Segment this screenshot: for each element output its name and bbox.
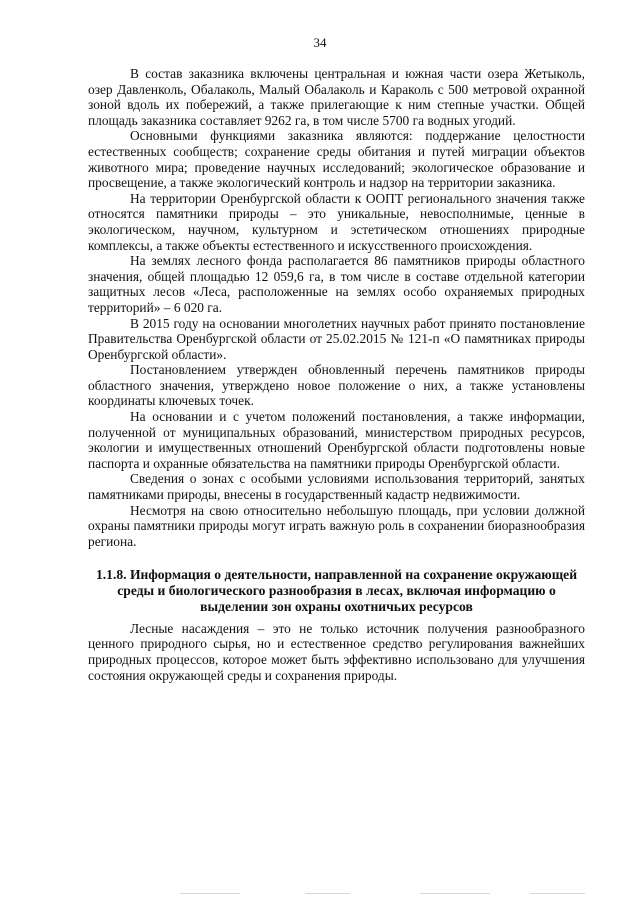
page-number: 34 — [313, 35, 327, 50]
scan-mark — [420, 893, 490, 894]
scan-mark — [530, 893, 585, 894]
paragraph-new-passports: На основании и с учетом положений постановления, а также информации, полученной от муниципальных образований, министерством природных ресурсов, экологии и имущественных отношений Оренбургской области подготовлены новые паспорта и охранные обязательства на памятники природы Оренбургской области. — [88, 409, 585, 471]
paragraph-reserve-functions: Основными функциями заказника являются: поддержание целостности естественных сообществ; сохранение среды обитания и путей миграции объектов животного мира; проведение научных исследований; экологическое образование и просвещение, а также экологический контроль и надзор на территории заказника. — [88, 128, 585, 191]
paragraph-cadastre-info: Сведения о зонах с особыми условиями использования территорий, занятых памятниками природы, внесены в государственный кадастр недвижимости. — [88, 471, 585, 503]
paragraph-forest-plantations: Лесные насаждения – это не только источник получения разнообразного ценного природного сырья, но и естественное средство регулирования важнейших природных процессов, которое может быть эффективно использовано для улучшения состояния окружающей среды и сохранения природы. — [88, 620, 585, 683]
paragraph-forest-fund-monuments: На землях лесного фонда располагается 86 памятников природы областного значения, общей площадью 12 059,6 га, в том числе в составе отдельной категории защитных лесов «Леса, расположенные на землях особо охраняемых природных территорий» – 6 020 га. — [88, 253, 585, 315]
body-text — [88, 66, 585, 683]
paragraph-reserve-composition: В состав заказника включены центральная и южная части озера Жетыколь, озер Давленколь, Обалаколь, Малый Обалаколь и Караколь с 500 метровой охранной зоной вдоль их побережий, а также прилегающие к ним степные участки. Общей площадь заказника составляет 9262 га, в том числе 5700 га водных угодий. — [88, 66, 585, 128]
scan-mark — [180, 893, 240, 894]
paragraph-biodiversity-role: Несмотря на свою относительно небольшую площадь, при условии должной охраны памятники природы могут играть важную роль в сохранении биоразнообразия региона. — [88, 502, 585, 549]
paragraph-natural-monuments: На территории Оренбургской области к ООПТ регионального значения также относятся памятники природы – это уникальные, невосполнимые, ценные в экологическом, научном, культурном и эстетическом отношениях природные комплексы, а также объекты естественного и искусственного происхождения. — [88, 190, 585, 253]
scan-mark — [305, 893, 350, 894]
paragraph-updated-list: Постановлением утвержден обновленный перечень памятников природы областного значения, утверждено новое положение о них, а также установлены координаты ключевых точек. — [88, 362, 585, 409]
paragraph-government-resolution: В 2015 году на основании многолетних научных работ принято постановление Правительства Оренбургской области от 25.02.2015 № 121-п «О памятниках природы Оренбургской области». — [88, 315, 585, 362]
scan-footer-artifacts — [60, 889, 600, 899]
section-heading: 1.1.8. Информация о деятельности, направленной на сохранение окружающей среды и биологического разнообразия в лесах, включая информацию о выделении зон охраны охотничьих ресурсов — [95, 567, 578, 614]
